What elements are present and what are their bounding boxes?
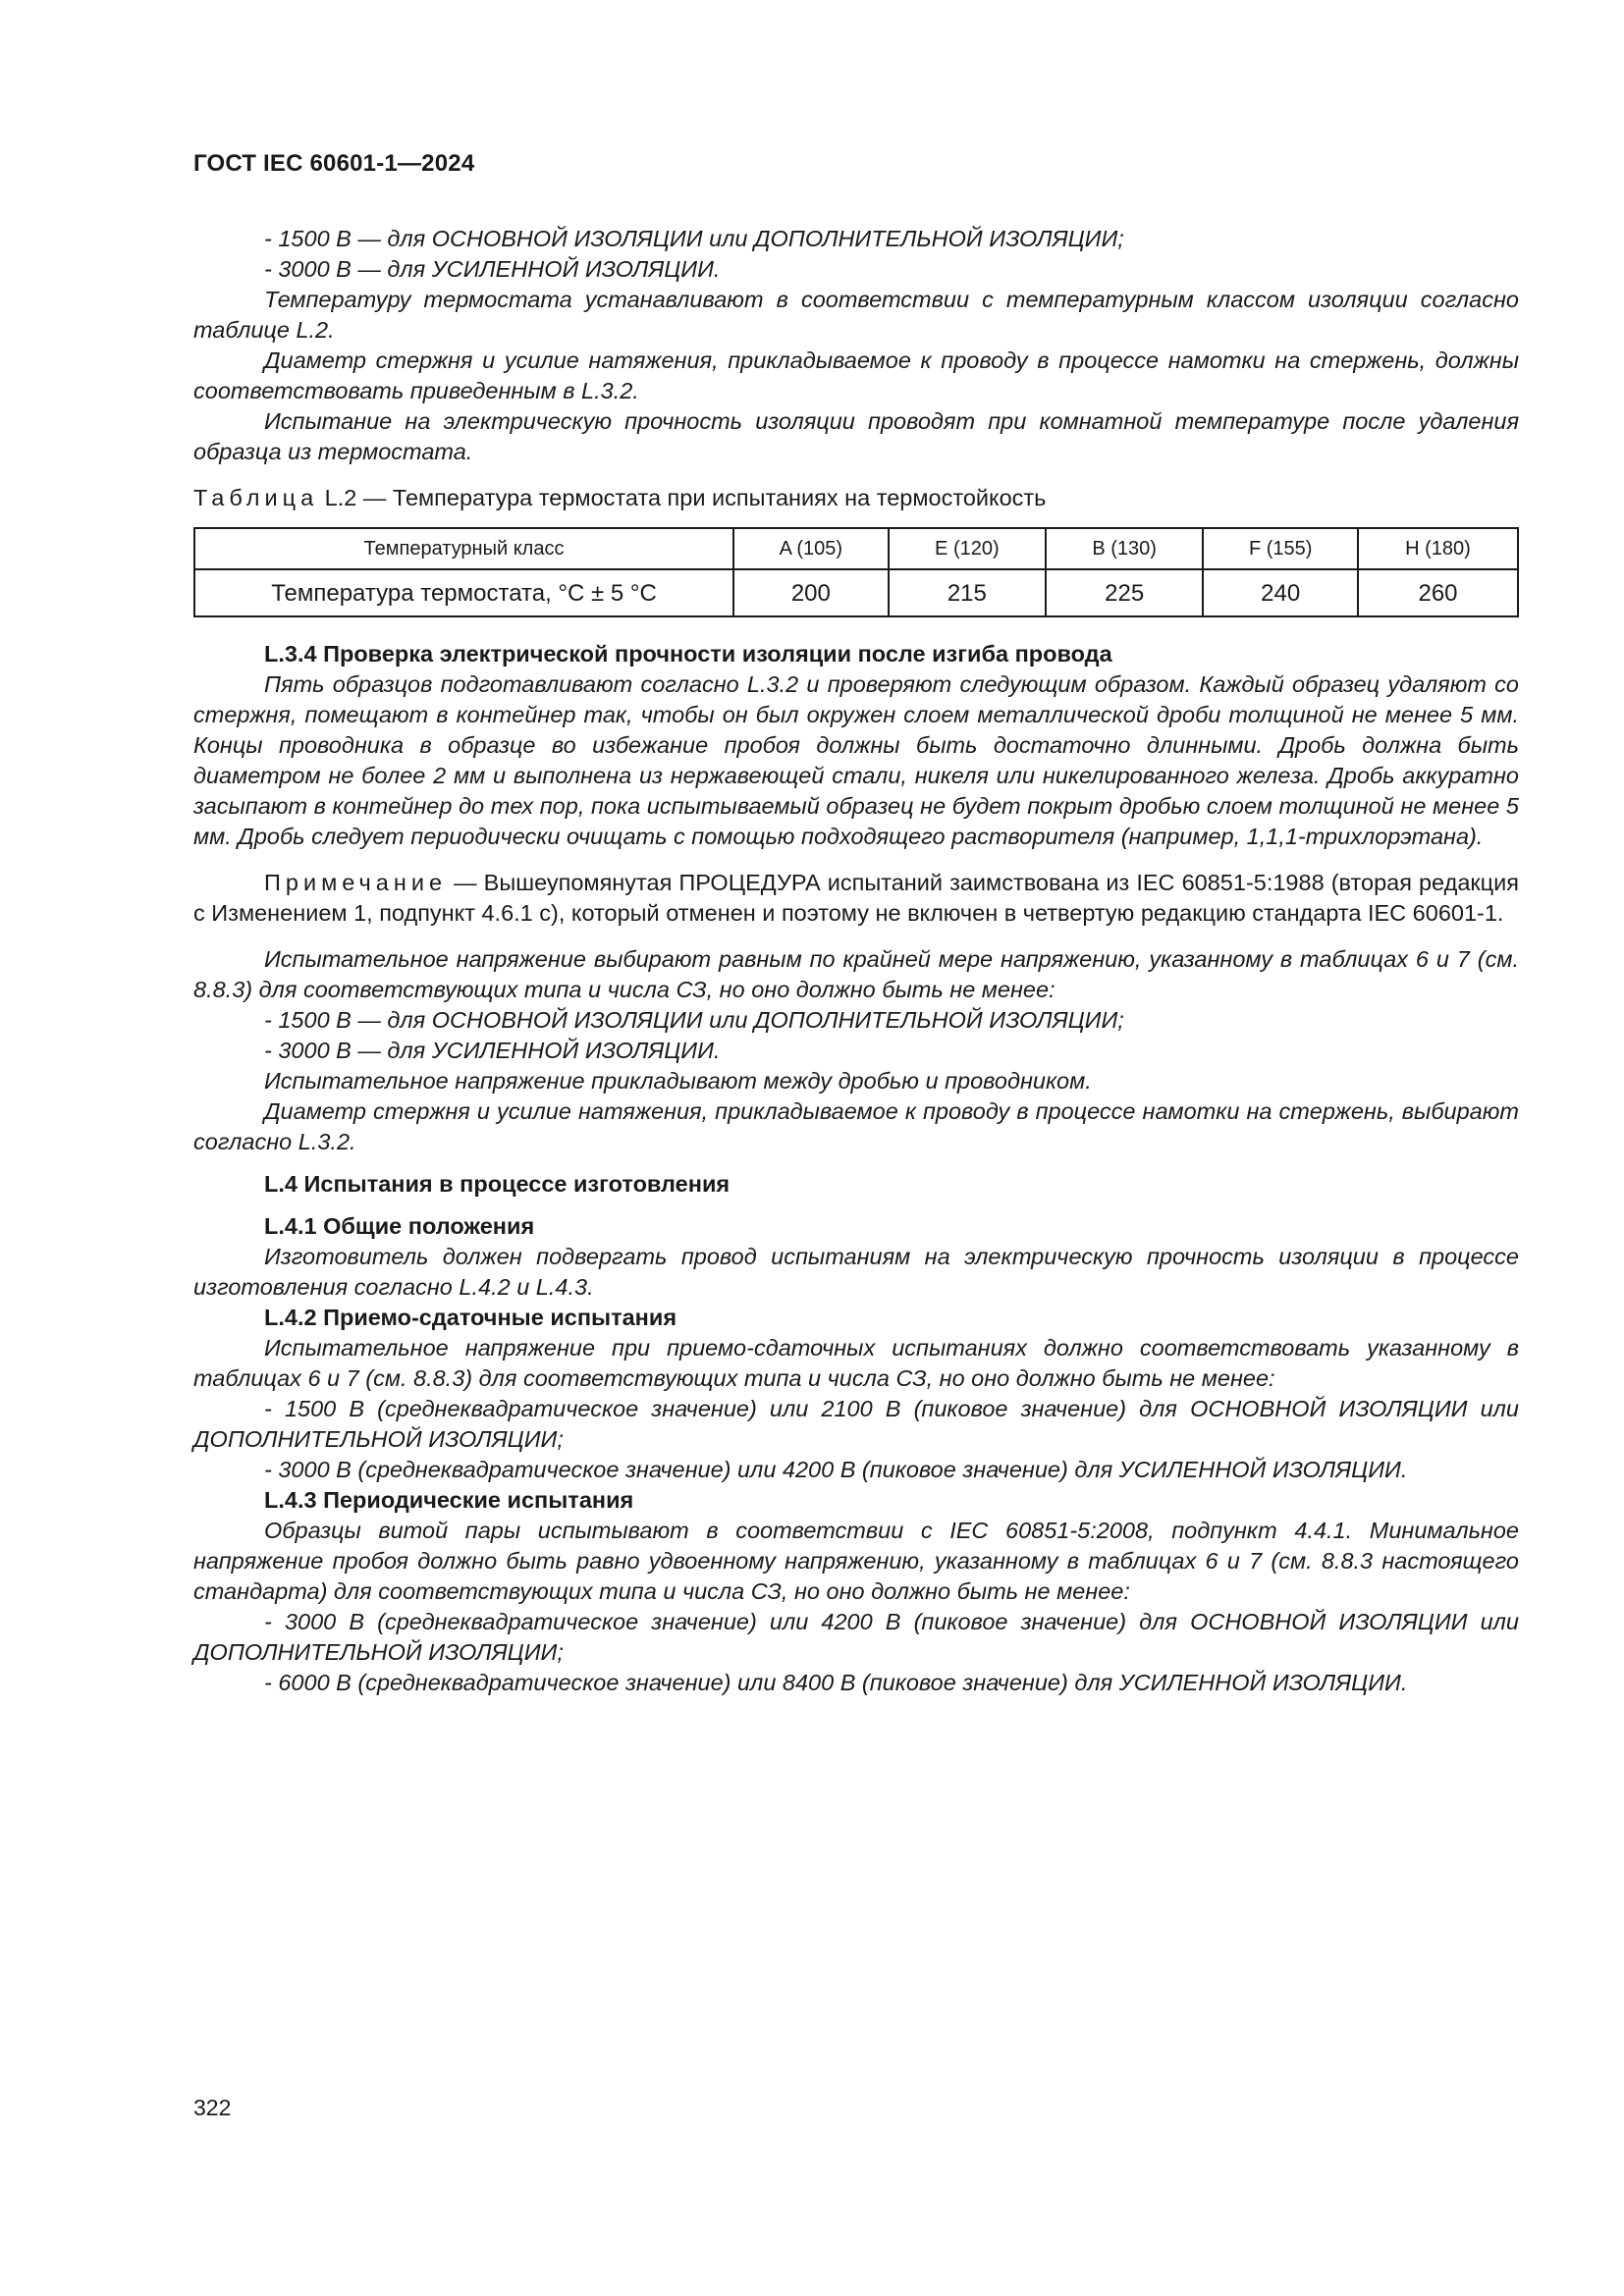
l34-paragraph-4: Диаметр стержня и усилие натяжения, прикладываемое к проводу в процессе намотки на стержень, выбирают согласно L.3.2. [193, 1098, 1519, 1154]
intro-dash-2: - 3000 В — для УСИЛЕННОЙ ИЗОЛЯЦИИ. [264, 256, 721, 282]
table-cell: 260 [1358, 569, 1518, 616]
intro-dash-1: - 1500 В — для ОСНОВНОЙ ИЗОЛЯЦИИ или ДОПОЛНИТЕЛЬНОЙ ИЗОЛЯЦИИ; [264, 226, 1124, 251]
thermostat-temperature-table [193, 527, 1519, 617]
table-caption-text: L.2 — Температура термостата при испытаниях на термостойкость [318, 485, 1047, 510]
page-number: 322 [193, 2095, 232, 2120]
table-cell: 200 [733, 569, 889, 616]
l43-paragraph: Образцы витой пары испытывают в соответствии с IEC 60851-5:2008, подпункт 4.4.1. Минимальное напряжение пробоя должно быть равно удвоенному напряжению, указанному в таблицах 6 и 7 (см. 8.8.3 настоящего стандарта) для соответствующих типа и числа СЗ, но оно должно быть не менее: [193, 1518, 1519, 1604]
l34-dash-1: - 1500 В — для ОСНОВНОЙ ИЗОЛЯЦИИ или ДОПОЛНИТЕЛЬНОЙ ИЗОЛЯЦИИ; [264, 1007, 1124, 1033]
section-l34-title: L.3.4 Проверка электрической прочности изоляции после изгиба провода [264, 641, 1112, 667]
section-l42-title: L.4.2 Приемо-сдаточные испытания [264, 1305, 677, 1330]
table-header-cell: F (155) [1203, 528, 1358, 569]
intro-paragraph-1: Температуру термостата устанавливают в соответствии с температурным классом изоляции согласно таблице L.2. [193, 287, 1519, 343]
table-header-cell: B (130) [1046, 528, 1203, 569]
l34-note [193, 868, 1519, 929]
note-text: — Вышеупомянутая ПРОЦЕДУРА испытаний заимствована из IEC 60851-5:1988 (вторая редакция с Изменением 1, подпункт 4.6.1 c), который отменен и поэтому не включен в четвертую редакцию стандарта IEC 60601-1. [193, 870, 1519, 926]
note-label: Примечание [264, 870, 448, 895]
intro-paragraph-3: Испытание на электрическую прочность изоляции проводят при комнатной температуре после удаления образца из термостата. [193, 408, 1519, 464]
l43-dash-2: - 6000 В (среднеквадратическое значение) или 8400 В (пиковое значение) для УСИЛЕННОЙ ИЗОЛЯЦИИ. [264, 1670, 1408, 1695]
table-header-cell: A (105) [733, 528, 889, 569]
l43-dash-1: - 3000 В (среднеквадратическое значение) или 4200 В (пиковое значение) для ОСНОВНОЙ ИЗОЛЯЦИИ или ДОПОЛНИТЕЛЬНОЙ ИЗОЛЯЦИИ; [193, 1609, 1519, 1665]
table-header-cell: H (180) [1358, 528, 1518, 569]
section-l41-title: L.4.1 Общие положения [264, 1213, 535, 1239]
table-cell: 225 [1046, 569, 1203, 616]
document-header: ГОСТ IEC 60601-1—2024 [193, 150, 475, 177]
l34-paragraph-2: Испытательное напряжение выбирают равным по крайней мере напряжению, указанному в таблицах 6 и 7 (см. 8.8.3) для соответствующих типа и числа СЗ, но оно должно быть не менее: [193, 946, 1519, 1002]
table-header-cell: E (120) [889, 528, 1046, 569]
table-header-row [194, 528, 1518, 569]
table-caption-label: Таблица [193, 485, 319, 510]
l34-paragraph-3: Испытательное напряжение прикладывают между дробью и проводником. [264, 1068, 1092, 1094]
l34-dash-2: - 3000 В — для УСИЛЕННОЙ ИЗОЛЯЦИИ. [264, 1038, 721, 1063]
table-cell: Температура термостата, °C ± 5 °C [194, 569, 733, 616]
section-l43-title: L.4.3 Периодические испытания [264, 1487, 634, 1513]
intro-paragraph-2: Диаметр стержня и усилие натяжения, прикладываемое к проводу в процессе намотки на стержень, должны соответствовать приведенным в L.3.2. [193, 347, 1519, 403]
table-cell: 215 [889, 569, 1046, 616]
l34-paragraph-1: Пять образцов подготавливают согласно L.3.2 и проверяют следующим образом. Каждый образец удаляют со стержня, помещают в контейнер так, чтобы он был окружен слоем металлической дроби толщиной не менее 5 мм. Концы проводника в образце во избежание пробоя должны быть достаточно длинными. Дробь должна быть диаметром не более 2 мм и выполнена из нержавеющей стали, никеля или никелированного железа. Дробь аккуратно засыпают в контейнер до тех пор, пока испытываемый образец не будет покрыт дробью слоем толщиной не менее 5 мм. Дробь следует периодически очищать с помощью подходящего растворителя (например, 1,1,1-трихлорэтана). [193, 671, 1519, 849]
l41-paragraph: Изготовитель должен подвергать провод испытаниям на электрическую прочность изоляции в процессе изготовления согласно L.4.2 и L.4.3. [193, 1244, 1519, 1300]
l42-paragraph: Испытательное напряжение при приемо-сдаточных испытаниях должно соответствовать указанному в таблицах 6 и 7 (см. 8.8.3) для соответствующих типа и числа СЗ, но оно должно быть не менее: [193, 1335, 1519, 1391]
table-header-cell: Температурный класс [194, 528, 733, 569]
page-content [193, 224, 1519, 1698]
table-row [194, 569, 1518, 616]
l42-dash-2: - 3000 В (среднеквадратическое значение) или 4200 В (пиковое значение) для УСИЛЕННОЙ ИЗОЛЯЦИИ. [264, 1457, 1408, 1482]
section-l4-title: L.4 Испытания в процессе изготовления [264, 1171, 731, 1197]
table-cell: 240 [1203, 569, 1358, 616]
table-caption [193, 483, 1519, 513]
l42-dash-1: - 1500 В (среднеквадратическое значение) или 2100 В (пиковое значение) для ОСНОВНОЙ ИЗОЛЯЦИИ или ДОПОЛНИТЕЛЬНОЙ ИЗОЛЯЦИИ; [193, 1396, 1519, 1452]
